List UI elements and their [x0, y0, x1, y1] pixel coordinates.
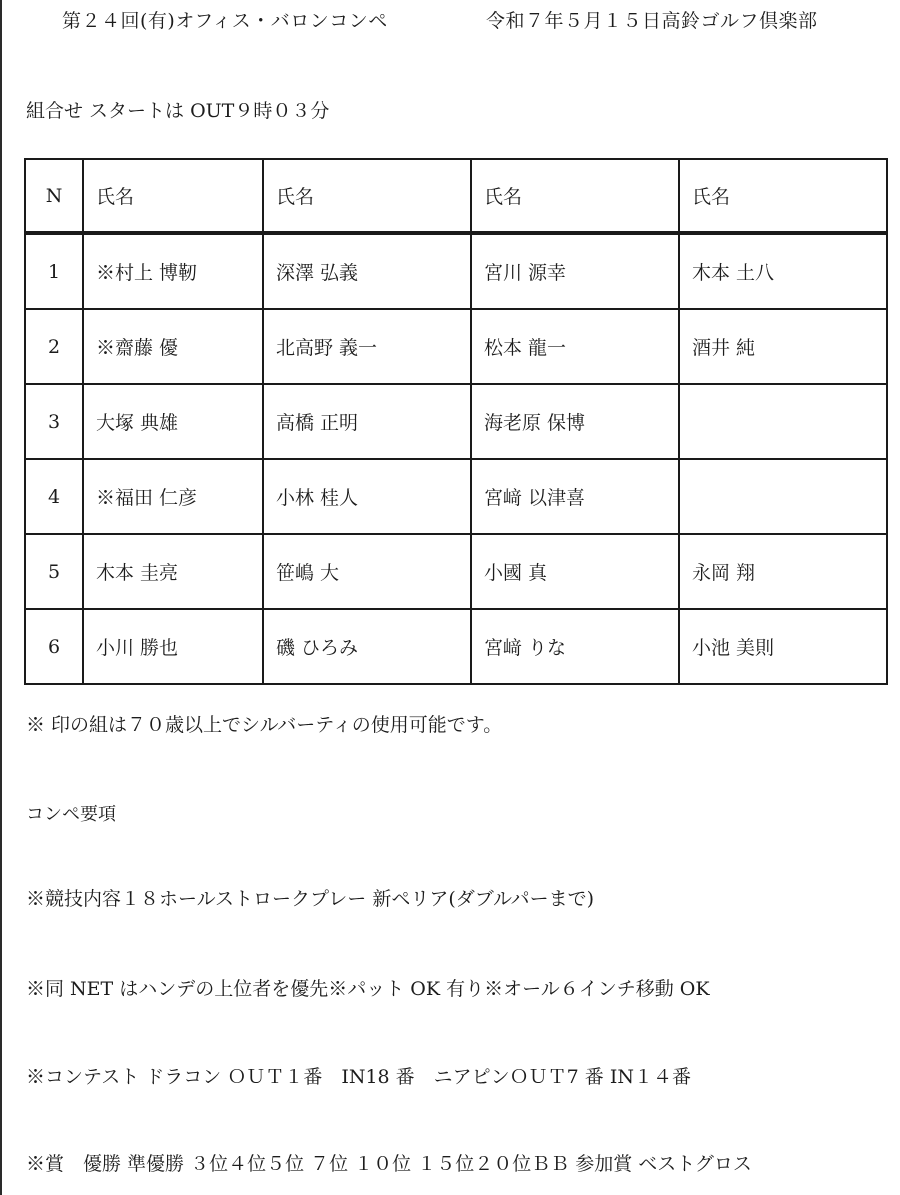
event-title: 第２４回(有)オフィス・バロンコンペ: [62, 10, 388, 32]
player-name: [679, 459, 887, 534]
player-name: 高橋 正明: [263, 384, 471, 459]
table-header-row: [25, 159, 887, 233]
player-name: 木本 圭亮: [83, 534, 263, 609]
player-name: 木本 土八: [679, 233, 887, 309]
player-name: 大塚 典雄: [83, 384, 263, 459]
player-name: 小林 桂人: [263, 459, 471, 534]
header-name-1: 氏名: [83, 159, 263, 233]
player-name: [679, 384, 887, 459]
player-name: 笹嶋 大: [263, 534, 471, 609]
group-number: 4: [25, 459, 83, 534]
player-name: 海老原 保博: [471, 384, 679, 459]
player-name: 小池 美則: [679, 609, 887, 684]
player-name: 酒井 純: [679, 309, 887, 384]
table-row: [25, 384, 887, 459]
pairings-table: [24, 158, 888, 685]
player-name: 永岡 翔: [679, 534, 887, 609]
group-number: 6: [25, 609, 83, 684]
player-name: 宮﨑 りな: [471, 609, 679, 684]
player-name: ※村上 博靭: [83, 233, 263, 309]
player-name: 磯 ひろみ: [263, 609, 471, 684]
page-left-edge: [0, 0, 2, 1195]
player-name: ※齋藤 優: [83, 309, 263, 384]
table-row: [25, 459, 887, 534]
player-name: 北高野 義一: [263, 309, 471, 384]
document-header: [0, 6, 900, 36]
silver-tee-note: ※ 印の組は７０歳以上でシルバーティの使用可能です。: [26, 714, 503, 736]
group-number: 3: [25, 384, 83, 459]
player-name: 小國 真: [471, 534, 679, 609]
header-name-2: 氏名: [263, 159, 471, 233]
header-name-4: 氏名: [679, 159, 887, 233]
player-name: 小川 勝也: [83, 609, 263, 684]
player-name: 宮川 源幸: [471, 233, 679, 309]
table-row: [25, 233, 887, 309]
competition-rules-title: コンペ要項: [26, 804, 116, 825]
rule-prizes: ※賞 優勝 準優勝 ３位４位５位 ７位 １０位 １５位２０位ＢＢ 参加賞 ベストグロス: [26, 1153, 752, 1175]
table-row: [25, 534, 887, 609]
header-n: N: [25, 159, 83, 233]
player-name: 深澤 弘義: [263, 233, 471, 309]
group-number: 5: [25, 534, 83, 609]
rule-format: ※競技内容１８ホールストロークプレー 新ペリア(ダブルパーまで): [26, 888, 595, 910]
player-name: 宮﨑 以津喜: [471, 459, 679, 534]
pairing-subtitle: 組合せ スタートは OUT９時０３分: [26, 100, 330, 122]
rule-tiebreak: ※同 NET はハンデの上位者を優先※パット OK 有り※オール６インチ移動 OK: [26, 978, 710, 1000]
group-number: 1: [25, 233, 83, 309]
player-name: 松本 龍一: [471, 309, 679, 384]
player-name: ※福田 仁彦: [83, 459, 263, 534]
table-row: [25, 609, 887, 684]
group-number: 2: [25, 309, 83, 384]
rule-contests: ※コンテスト ドラコン ＯＵＴ１番 IN18 番 ニアピンＯＵＴ7 番 IN１４番: [26, 1066, 691, 1088]
table-row: [25, 309, 887, 384]
event-date-venue: 令和７年５月１５日高鈴ゴルフ倶楽部: [486, 10, 818, 32]
header-name-3: 氏名: [471, 159, 679, 233]
